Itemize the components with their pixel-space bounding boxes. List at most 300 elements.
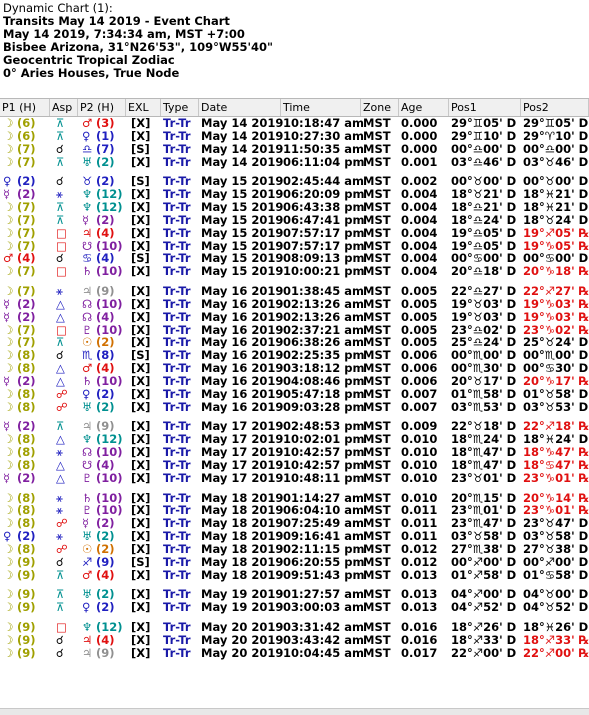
date-cell: May 17 2019 xyxy=(201,446,284,460)
date-cell: May 15 2019 xyxy=(201,265,284,279)
p1-house: (6) xyxy=(17,129,36,143)
aspect-glyph: □ xyxy=(56,239,67,253)
exl-cell: [X] xyxy=(131,601,151,615)
aspect-glyph: ⊼ xyxy=(56,336,65,350)
p2-house: (4) xyxy=(96,310,115,324)
table-row[interactable] xyxy=(0,336,589,349)
p1-house: (7) xyxy=(17,336,36,350)
aspect-glyph: ☌ xyxy=(56,555,64,569)
age-cell: 0.006 xyxy=(401,349,438,363)
age-cell: 0.017 xyxy=(401,646,438,660)
table-row[interactable] xyxy=(0,543,589,556)
type-cell: Tr-Tr xyxy=(163,142,191,156)
col-type[interactable]: Type xyxy=(161,99,199,116)
date-cell: May 16 2019 xyxy=(201,285,284,298)
col-age[interactable]: Age xyxy=(399,99,449,116)
age-cell: 0.012 xyxy=(401,555,438,569)
table-row[interactable] xyxy=(0,285,589,298)
age-cell: 0.004 xyxy=(401,265,438,279)
type-cell: Tr-Tr xyxy=(163,633,191,647)
table-row[interactable] xyxy=(0,201,589,214)
date-cell: May 17 2019 xyxy=(201,459,284,472)
pos2-cell: 22°♐27' ℞ xyxy=(523,285,589,298)
header-line-zodiac: Geocentric Tropical Zodiac xyxy=(3,53,175,67)
p2-house: (10) xyxy=(96,491,123,505)
p2-house: (4) xyxy=(96,568,115,582)
header-line-event: Transits May 14 2019 - Event Chart xyxy=(3,14,230,28)
age-cell: 0.010 xyxy=(401,459,438,472)
age-cell: 0.005 xyxy=(401,285,438,298)
p2-glyph: ☿ xyxy=(82,517,90,531)
table-row[interactable] xyxy=(0,349,589,362)
p2-glyph: ♆ xyxy=(82,621,93,634)
aspect-glyph: ⚹ xyxy=(56,530,63,544)
p2-glyph: ☊ xyxy=(82,297,93,311)
p2-house: (8) xyxy=(96,349,115,363)
aspect-glyph: □ xyxy=(56,265,67,279)
p2-house: (2) xyxy=(96,387,115,401)
p1-house: (9) xyxy=(17,646,36,660)
pos2-cell: 20°♑18' ℞ xyxy=(523,265,589,279)
date-cell: May 15 2019 xyxy=(201,175,284,189)
aspect-glyph: ⊼ xyxy=(56,129,65,143)
aspect-glyph: ☌ xyxy=(56,175,64,189)
age-cell: 0.011 xyxy=(401,530,438,544)
pos1-cell: 19°♎05' D xyxy=(451,226,517,240)
p2-glyph: ♀ xyxy=(82,601,91,615)
col-zone[interactable]: Zone xyxy=(361,99,399,116)
p1-glyph: ☽ xyxy=(3,400,14,414)
p1-glyph: ☽ xyxy=(3,387,14,401)
date-cell: May 20 2019 xyxy=(201,646,284,660)
table-row[interactable] xyxy=(0,530,589,543)
date-cell: May 15 2019 xyxy=(201,239,284,253)
p1-house: (8) xyxy=(17,543,36,556)
col-time[interactable]: Time xyxy=(281,99,361,116)
table-row[interactable] xyxy=(0,647,589,660)
pos2-cell: 03°♉46' D xyxy=(523,155,589,169)
p2-house: (4) xyxy=(96,252,115,266)
p1-house: (8) xyxy=(17,433,36,447)
p2-glyph: ♆ xyxy=(82,433,93,447)
pos1-cell: 19°♎05' D xyxy=(451,239,517,253)
col-p2[interactable]: P2 (H) xyxy=(78,99,126,116)
pos1-cell: 01°♐58' D xyxy=(451,568,517,582)
zone-cell: MST xyxy=(363,459,391,472)
age-cell: 0.006 xyxy=(401,362,438,376)
zone-cell: MST xyxy=(363,374,391,388)
time-cell: 01:14:27 am xyxy=(283,491,364,505)
horizontal-scrollbar[interactable] xyxy=(0,708,589,715)
p1-glyph: ☽ xyxy=(3,129,14,143)
type-cell: Tr-Tr xyxy=(163,297,191,311)
table-row[interactable] xyxy=(0,214,589,227)
p1-house: (9) xyxy=(17,568,36,582)
p2-glyph: ♂ xyxy=(82,117,93,130)
age-cell: 0.004 xyxy=(401,201,438,214)
exl-cell: [X] xyxy=(131,504,151,518)
p2-house: (7) xyxy=(96,142,115,156)
age-cell: 0.010 xyxy=(401,491,438,505)
age-cell: 0.005 xyxy=(401,310,438,324)
exl-cell: [X] xyxy=(131,471,151,485)
exl-cell: [X] xyxy=(131,646,151,660)
p2-glyph: ♅ xyxy=(82,155,93,169)
table-row[interactable] xyxy=(0,252,589,265)
time-cell: 10:18:47 am xyxy=(283,117,364,130)
chart-header xyxy=(3,2,583,80)
type-cell: Tr-Tr xyxy=(163,543,191,556)
pos2-cell: 00°♐00' D xyxy=(523,555,589,569)
exl-cell: [S] xyxy=(131,349,150,363)
type-cell: Tr-Tr xyxy=(163,601,191,615)
exl-cell: [X] xyxy=(131,213,151,227)
table-row[interactable] xyxy=(0,188,589,201)
aspect-glyph: ⊼ xyxy=(56,155,65,169)
p2-house: (9) xyxy=(96,555,115,569)
zone-cell: MST xyxy=(363,387,391,401)
type-cell: Tr-Tr xyxy=(163,175,191,189)
exl-cell: [X] xyxy=(131,201,151,214)
p2-house: (4) xyxy=(96,226,115,240)
time-cell: 10:04:45 am xyxy=(283,646,364,660)
p1-house: (9) xyxy=(17,633,36,647)
p1-glyph: ☽ xyxy=(3,117,14,130)
header-line-datetime: May 14 2019, 7:34:34 am, MST +7:00 xyxy=(3,27,245,41)
p1-house: (7) xyxy=(17,213,36,227)
exl-cell: [X] xyxy=(131,568,151,582)
table-row[interactable] xyxy=(0,420,589,433)
p2-house: (2) xyxy=(96,601,115,615)
aspect-glyph: □ xyxy=(56,226,67,240)
p1-house: (2) xyxy=(17,471,36,485)
date-cell: May 16 2019 xyxy=(201,374,284,388)
aspect-glyph: ☌ xyxy=(56,142,64,156)
pos2-cell: 00°♋30' D xyxy=(523,362,589,376)
p2-glyph: ♋ xyxy=(82,252,93,266)
type-cell: Tr-Tr xyxy=(163,555,191,569)
aspect-glyph: ⚹ xyxy=(56,446,63,460)
p2-house: (2) xyxy=(96,400,115,414)
date-cell: May 15 2019 xyxy=(201,252,284,266)
zone-cell: MST xyxy=(363,621,391,634)
pos2-cell: 23°♑01' ℞ xyxy=(523,504,589,518)
pos1-cell: 25°♎24' D xyxy=(451,336,517,350)
p2-glyph: ♂ xyxy=(82,568,93,582)
type-cell: Tr-Tr xyxy=(163,201,191,214)
p2-house: (2) xyxy=(96,155,115,169)
time-cell: 05:47:18 pm xyxy=(283,387,365,401)
age-cell: 0.011 xyxy=(401,517,438,531)
pos2-cell: 19°♑05' ℞ xyxy=(523,239,589,253)
pos1-cell: 27°♏38' D xyxy=(451,543,517,556)
pos1-cell: 18°♐26' D xyxy=(451,621,517,634)
table-row[interactable] xyxy=(0,621,589,634)
col-pos2[interactable]: Pos2 xyxy=(521,99,589,116)
pos1-cell: 22°♎27' D xyxy=(451,285,517,298)
pos2-cell: 18°♑47' ℞ xyxy=(523,446,589,460)
p1-glyph: ☽ xyxy=(3,285,14,298)
pos2-cell: 00°♉00' D xyxy=(523,175,589,189)
table-row[interactable] xyxy=(0,311,589,324)
type-cell: Tr-Tr xyxy=(163,621,191,634)
zone-cell: MST xyxy=(363,239,391,253)
age-cell: 0.005 xyxy=(401,297,438,311)
exl-cell: [X] xyxy=(131,155,151,169)
p2-house: (3) xyxy=(96,117,115,130)
aspect-glyph: ☍ xyxy=(56,517,68,531)
type-cell: Tr-Tr xyxy=(163,285,191,298)
pos1-cell: 18°♎21' D xyxy=(451,201,517,214)
table-row[interactable] xyxy=(0,227,589,240)
time-cell: 10:02:01 pm xyxy=(283,433,365,447)
pos2-cell: 00°♋00' D xyxy=(523,252,589,266)
type-cell: Tr-Tr xyxy=(163,568,191,582)
type-cell: Tr-Tr xyxy=(163,239,191,253)
date-cell: May 15 2019 xyxy=(201,201,284,214)
zone-cell: MST xyxy=(363,117,391,130)
pos1-cell: 00°♏00' D xyxy=(451,349,517,363)
table-row[interactable] xyxy=(0,504,589,517)
table-row[interactable] xyxy=(0,601,589,614)
p2-house: (10) xyxy=(96,446,123,460)
table-row[interactable] xyxy=(0,265,589,278)
pos2-cell: 29°♊05' D xyxy=(523,117,589,130)
exl-cell: [X] xyxy=(131,129,151,143)
p2-house: (2) xyxy=(96,517,115,531)
table-row[interactable] xyxy=(0,556,589,569)
pos1-cell: 00°♋00' D xyxy=(451,252,517,266)
p1-house: (7) xyxy=(17,226,36,240)
date-cell: May 16 2019 xyxy=(201,349,284,363)
type-cell: Tr-Tr xyxy=(163,446,191,460)
p1-glyph: ☽ xyxy=(3,239,14,253)
p2-glyph: ♎ xyxy=(82,142,93,156)
date-cell: May 19 2019 xyxy=(201,601,284,615)
aspect-glyph: ⚹ xyxy=(56,491,63,505)
aspect-glyph: ⚹ xyxy=(56,285,63,298)
pos1-cell: 19°♉03' D xyxy=(451,310,517,324)
time-cell: 10:42:57 pm xyxy=(283,446,365,460)
p1-house: (2) xyxy=(17,310,36,324)
age-cell: 0.004 xyxy=(401,188,438,202)
col-pos1[interactable]: Pos1 xyxy=(449,99,521,116)
aspect-glyph: ☌ xyxy=(56,646,64,660)
zone-cell: MST xyxy=(363,517,391,531)
p1-house: (7) xyxy=(17,265,36,279)
p2-glyph: ♃ xyxy=(82,646,93,660)
zone-cell: MST xyxy=(363,362,391,376)
type-cell: Tr-Tr xyxy=(163,129,191,143)
p2-house: (2) xyxy=(96,336,115,350)
pos1-cell: 04°♐00' D xyxy=(451,588,517,602)
zone-cell: MST xyxy=(363,504,391,518)
date-cell: May 20 2019 xyxy=(201,621,284,634)
exl-cell: [X] xyxy=(131,491,151,505)
p1-glyph: ☽ xyxy=(3,543,14,556)
date-cell: May 16 2019 xyxy=(201,310,284,324)
age-cell: 0.004 xyxy=(401,239,438,253)
pos1-cell: 23°♉01' D xyxy=(451,471,517,485)
pos1-cell: 18°♏47' D xyxy=(451,459,517,472)
p2-glyph: ☿ xyxy=(82,213,90,227)
p1-glyph: ☽ xyxy=(3,588,14,602)
p1-house: (8) xyxy=(17,400,36,414)
table-row[interactable] xyxy=(0,175,589,188)
table-row[interactable] xyxy=(0,362,589,375)
pos2-cell: 20°♑17' ℞ xyxy=(523,374,589,388)
date-cell: May 14 2019 xyxy=(201,117,284,130)
p1-glyph: ☽ xyxy=(3,336,14,350)
table-row[interactable] xyxy=(0,156,589,169)
age-cell: 0.004 xyxy=(401,213,438,227)
age-cell: 0.010 xyxy=(401,471,438,485)
pos1-cell: 23°♏01' D xyxy=(451,504,517,518)
table-row[interactable] xyxy=(0,472,589,485)
pos1-cell: 19°♉03' D xyxy=(451,297,517,311)
table-row[interactable] xyxy=(0,517,589,530)
col-exl[interactable]: EXL xyxy=(126,99,161,116)
exl-cell: [S] xyxy=(131,252,150,266)
type-cell: Tr-Tr xyxy=(163,374,191,388)
age-cell: 0.000 xyxy=(401,117,438,130)
table-row[interactable] xyxy=(0,588,589,601)
pos2-cell: 04°♉00' D xyxy=(523,588,589,602)
table-row[interactable] xyxy=(0,143,589,156)
exl-cell: [X] xyxy=(131,420,151,434)
date-cell: May 16 2019 xyxy=(201,323,284,337)
table-row[interactable] xyxy=(0,375,589,388)
type-cell: Tr-Tr xyxy=(163,349,191,363)
table-row[interactable] xyxy=(0,634,589,647)
zone-cell: MST xyxy=(363,446,391,460)
table-row[interactable] xyxy=(0,117,589,130)
p2-glyph: ☋ xyxy=(82,239,93,253)
p2-glyph: ♅ xyxy=(82,400,93,414)
p2-glyph: ♆ xyxy=(82,188,93,202)
p1-house: (9) xyxy=(17,621,36,634)
p1-house: (8) xyxy=(17,491,36,505)
aspect-glyph: ⊼ xyxy=(56,201,65,214)
pos2-cell: 19°♑03' ℞ xyxy=(523,297,589,311)
exl-cell: [X] xyxy=(131,285,151,298)
time-cell: 11:50:35 am xyxy=(283,142,364,156)
p2-house: (2) xyxy=(96,588,115,602)
pos2-cell: 00°♎00' D xyxy=(523,142,589,156)
p1-house: (9) xyxy=(17,588,36,602)
col-date[interactable]: Date xyxy=(199,99,281,116)
p2-house: (9) xyxy=(96,420,115,434)
p2-house: (10) xyxy=(96,504,123,518)
table-row[interactable] xyxy=(0,130,589,143)
type-cell: Tr-Tr xyxy=(163,420,191,434)
pos1-cell: 00°♎00' D xyxy=(451,142,517,156)
table-row[interactable] xyxy=(0,324,589,337)
pos1-cell: 29°♊10' D xyxy=(451,129,517,143)
zone-cell: MST xyxy=(363,285,391,298)
p2-house: (12) xyxy=(96,621,123,634)
p2-house: (2) xyxy=(96,543,115,556)
p2-glyph: ♄ xyxy=(82,491,93,505)
table-row[interactable] xyxy=(0,298,589,311)
pos1-cell: 18°♏47' D xyxy=(451,446,517,460)
table-row[interactable] xyxy=(0,433,589,446)
zone-cell: MST xyxy=(363,265,391,279)
table-row[interactable] xyxy=(0,388,589,401)
time-cell: 02:13:26 am xyxy=(283,297,364,311)
pos1-cell: 18°♎24' D xyxy=(451,213,517,227)
table-row[interactable] xyxy=(0,459,589,472)
table-row[interactable] xyxy=(0,569,589,582)
p2-glyph: ♃ xyxy=(82,285,93,298)
p2-house: (12) xyxy=(96,201,123,214)
zone-cell: MST xyxy=(363,491,391,505)
date-cell: May 18 2019 xyxy=(201,568,284,582)
p2-house: (10) xyxy=(96,471,123,485)
aspect-glyph: ⊼ xyxy=(56,601,65,615)
p1-glyph: ☿ xyxy=(3,374,11,388)
p1-glyph: ♀ xyxy=(3,530,12,544)
date-cell: May 14 2019 xyxy=(201,155,284,169)
column-header-bar xyxy=(0,98,589,117)
date-cell: May 17 2019 xyxy=(201,420,284,434)
p1-glyph: ☽ xyxy=(3,446,14,460)
col-p1[interactable]: P1 (H) xyxy=(0,99,50,116)
p2-glyph: ♀ xyxy=(82,387,91,401)
pos2-cell: 22°♐18' ℞ xyxy=(523,420,589,434)
p1-house: (6) xyxy=(17,117,36,130)
time-cell: 02:11:15 pm xyxy=(283,543,365,556)
type-cell: Tr-Tr xyxy=(163,459,191,472)
exl-cell: [X] xyxy=(131,446,151,460)
zone-cell: MST xyxy=(363,400,391,414)
col-asp[interactable]: Asp xyxy=(50,99,78,116)
table-row[interactable] xyxy=(0,401,589,414)
p2-glyph: ♇ xyxy=(82,504,93,518)
pos2-cell: 19°♑03' ℞ xyxy=(523,310,589,324)
aspect-glyph: ⊼ xyxy=(56,568,65,582)
time-cell: 10:42:57 pm xyxy=(283,459,365,472)
date-cell: May 19 2019 xyxy=(201,588,284,602)
table-row[interactable] xyxy=(0,446,589,459)
type-cell: Tr-Tr xyxy=(163,491,191,505)
aspect-glyph: △ xyxy=(56,297,65,311)
p2-house: (2) xyxy=(96,213,115,227)
exl-cell: [X] xyxy=(131,297,151,311)
p2-glyph: ☊ xyxy=(82,310,93,324)
type-cell: Tr-Tr xyxy=(163,265,191,279)
pos2-cell: 01°♋58' D xyxy=(523,568,589,582)
date-cell: May 16 2019 xyxy=(201,362,284,376)
age-cell: 0.001 xyxy=(401,155,438,169)
date-cell: May 20 2019 xyxy=(201,633,284,647)
table-row[interactable] xyxy=(0,240,589,253)
time-cell: 03:31:42 am xyxy=(283,621,364,634)
time-cell: 04:08:46 pm xyxy=(283,374,365,388)
zone-cell: MST xyxy=(363,433,391,447)
table-row[interactable] xyxy=(0,492,589,505)
pos2-cell: 20°♑14' ℞ xyxy=(523,491,589,505)
aspect-glyph: ☍ xyxy=(56,543,68,556)
time-cell: 09:51:43 pm xyxy=(283,568,365,582)
exl-cell: [X] xyxy=(131,459,151,472)
pos1-cell: 20°♏15' D xyxy=(451,491,517,505)
age-cell: 0.006 xyxy=(401,374,438,388)
time-cell: 07:57:17 pm xyxy=(283,226,365,240)
p1-glyph: ☽ xyxy=(3,213,14,227)
type-cell: Tr-Tr xyxy=(163,400,191,414)
pos1-cell: 22°♉18' D xyxy=(451,420,517,434)
